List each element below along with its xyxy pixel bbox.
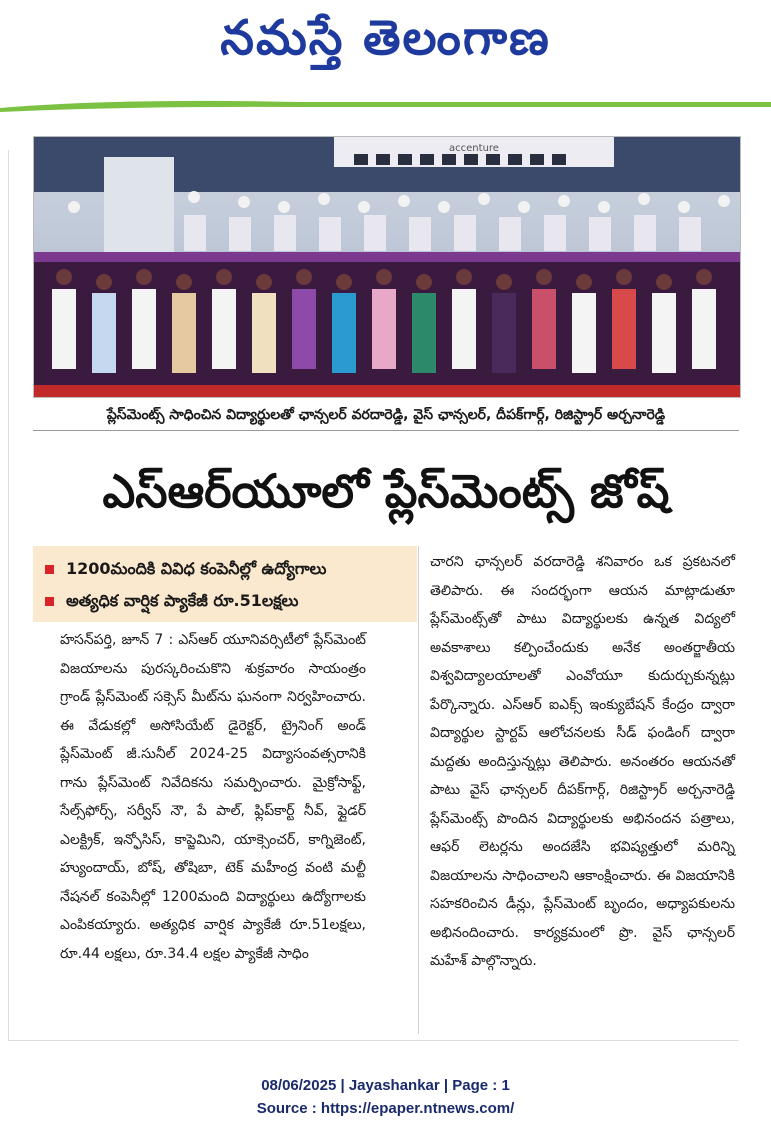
highlight-text: 1200మందికి వివిధ కంపెనీల్లో ఉద్యోగాలు (66, 559, 327, 578)
masthead (0, 0, 771, 100)
footer-date-edition: 08/06/2025 | Jayashankar | Page : 1 (261, 1077, 510, 1094)
banner-text: accenture (449, 143, 499, 154)
bullet-square-icon (45, 597, 54, 606)
photo-illustration (34, 137, 740, 397)
article-paragraph: హసన్‌పర్తి, జూన్ 7 : ఎస్‌ఆర్ యూనివర్సిటీలో ప్లేస్‌మెంట్ విజయాలను పురస్కరించుకొని శుక్రవారం సాయంత్రం గ్రాండ్ ప్లేస్‌మెంట్ సక్సెస్ మీట్‌ను ఘనంగా నిర్వహించారు. ఈ వేడుకల్లో అసోసియేట్ డైరెక్టర్, ట్రైనింగ్ అండ్ ప్లేస్‌మెంట్ జీ.సునీల్ 2024-25 విద్యాసంవత్సరానికి గాను ప్లేస్‌మెంట్ నివేదికను సమర్పించారు. మైక్రోసాఫ్ట్, సేల్స్‌ఫోర్స్, సర్వీస్ నౌ, పే పాల్, ఫ్లిప్‌కార్ట్ నీవ్, ఫ్లైడర్ ఎలక్ట్రిక్, ఇన్ఫోసిస్, కాప్జెమిని, యాక్సెంచర్, కాగ్నిజెంట్, హ్యుందాయ్, బోష్, తోషిబా, టెక్ మహీంద్ర వంటి మల్టీ నేషనల్ కంపెనీల్లో 1200మంది విద్యార్థులు ఉద్యోగాలకు ఎంపికయ్యారు. అత్యధిక వార్షిక ప్యాకేజీ రూ.51లక్షలు, రూ.44 లక్షలు, రూ.34.4 లక్షల ప్యాకేజీ సాధిం (60, 632, 366, 962)
photo-caption: ప్లేస్‌మెంట్స్ సాధించిన విద్యార్థులతో ఛాన్సలర్ వరదారెడ్డి, వైస్ ఛాన్సలర్, దీపక్‌గార్గ్, రిజిస్ట్రార్ అర్చనారెడ్డి (33, 400, 739, 431)
highlight-item (45, 554, 413, 584)
article-paragraph: చారని ఛాన్సలర్ వరదారెడ్డి శనివారం ఒక ప్రకటనలో తెలిపారు. ఈ సందర్భంగా ఆయన మాట్లాడుతూ ప్లేస్‌మెంట్స్‌తో పాటు విద్యార్థులకు ఉన్నత విద్యలో అవకాశాలు కల్పించేందుకు అనేక అంతర్జాతీయ విశ్వవిద్యాలయాలతో ఎంవోయూ కుదుర్చుకున్నట్లు పేర్కొన్నారు. ఎస్‌ఆర్ ఐఎక్స్ ఇంక్యుబేషన్ కేంద్రం ద్వారా విద్యార్థుల స్టార్టప్ ఆలోచనలకు సీడ్ ఫండింగ్ ద్వారా మద్దతు అందిస్తున్నట్లు తెలిపారు. అనంతరం ఆయనతో పాటు వైస్ ఛాన్సలర్ దీపక్‌గార్గ్, రిజిస్ట్రార్ అర్చనారెడ్డి ప్లేస్‌మెంట్స్ పొందిన విద్యార్థులకు అభినందన పత్రాలు, ఆఫర్ లెటర్లను అందజేసి భవిష్యత్తులో మరిన్ని విజయాలను సాధించాలని ఆకాంక్షించారు. ఈ విజయానికి సహకరించిన డీన్లు, ప్లేస్‌మెంట్ బృందం, అధ్యాపకులను అభినందించారు. కార్యక్రమంలో ప్రొ. వైస్ ఛాన్సలర్ మహేశ్ పాల్గొన్నారు. (430, 554, 735, 969)
footer-source: Source : https://epaper.ntnews.com/ (256, 1100, 515, 1117)
article-right-column (430, 548, 735, 976)
page-bottom-rule (8, 1040, 739, 1041)
column-divider (418, 546, 419, 1034)
highlight-item (45, 586, 413, 616)
newspaper-title: నమస్తే తెలంగాణ (220, 10, 551, 66)
highlights-box (33, 546, 417, 622)
page-left-rule (8, 150, 9, 1040)
event-photo (33, 136, 741, 398)
article-left-column (60, 626, 366, 968)
bullet-square-icon (45, 565, 54, 574)
masthead-green-swoosh (0, 98, 771, 112)
headline: ఎస్‌ఆర్‌యూలో ప్లేస్‌మెంట్స్ జోష్ (102, 464, 670, 518)
highlight-text: అత్యధిక వార్షిక ప్యాకేజీ రూ.51లక్షలు (66, 591, 299, 610)
